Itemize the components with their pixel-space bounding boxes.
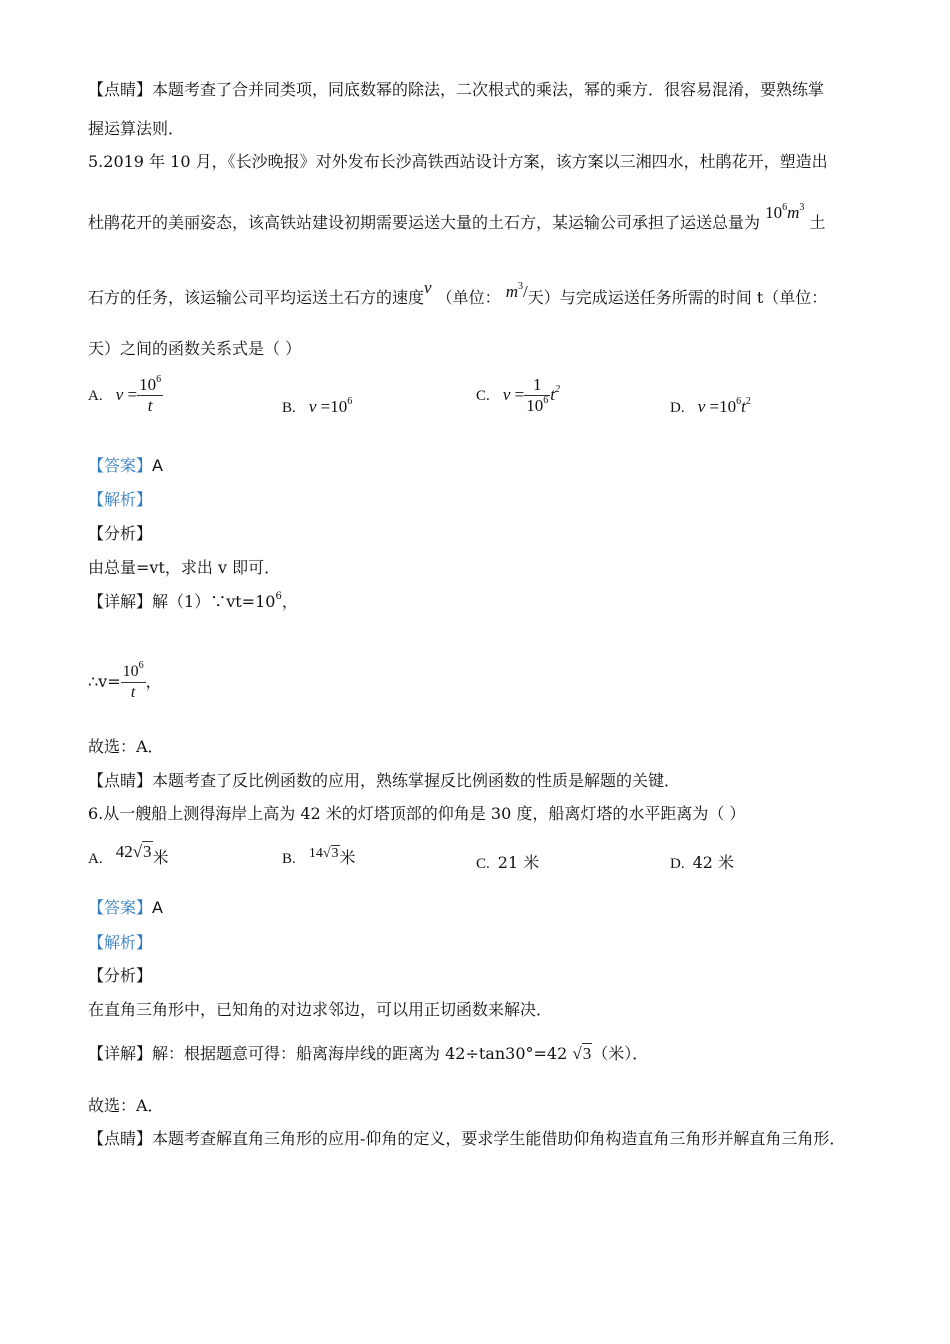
q5-option-a-eq: = [123,385,138,404]
q5-point-text: 本题考查了反比例函数的应用，熟练掌握反比例函数的性质是解题的关键． [152,771,681,790]
q6-option-b-label: B. [282,851,296,867]
q5-line3 [88,278,828,309]
q5-point-tag: 【点睛】 [88,771,153,790]
q5-unit-formula: $m^3/$ [505,281,528,301]
q5-option-a [88,375,163,416]
q6-option-a-unit: 米 [152,848,169,867]
q5-text1: 2019 年 10 月，《长沙晚报》对外发布长沙高铁西站设计方案，该方案以三湘四水，杜鹃花开，塑造出 [103,152,828,171]
q5-option-d-label: D. [670,400,685,416]
q6-option-c-text: 21 米 [497,853,540,872]
q5-detail: 【详解】解$(1)\because vt=10^6$， [88,591,298,611]
q6-answer-tag: 【答案】 [88,898,153,917]
prev-point-tag: 【点睛】 [88,80,153,99]
q5-fenxi-text: 由总量=vt，求出 v 即可． [88,558,281,577]
q6-detail-tag: 【详解】 [88,1044,153,1063]
q6-choose: 故选：A． [88,1096,164,1115]
q6-number: 6. [88,804,104,823]
q6-analysis-tag: 【解析】 [88,933,153,952]
q6-detail-sqrt: √3 [572,1044,592,1063]
q5-analysis-tag: 【解析】 [88,490,153,509]
q5-text3a: 石方的任务，该运输公司平均运送土石方的速度 [88,288,425,307]
q5-option-c [476,375,560,416]
q5-option-d-formula: $v =10^6t^2$ [697,396,751,416]
q5-option-b [282,397,352,417]
q6-fenxi-text: 在直角三角形中，已知角的对边求邻边，可以用正切函数来解决． [88,1000,553,1019]
q5-choose: 故选：A． [88,737,164,756]
q5-fenxi-tag: 【分析】 [88,524,153,543]
prev-point-line1 [88,79,824,101]
q6-option-c [476,850,539,873]
q5-therefore-text: ∴v= [88,672,121,691]
q5-line2 [88,202,826,234]
q6-option-b-unit: 米 [339,848,356,867]
q5-line1 [88,151,828,173]
q5-text2a: 杜鹃花开的美丽姿态，该高铁站建设初期需要运送大量的土石方，某运输公司承担了运送总量为 [88,213,761,232]
q5-therefore-end: ， [145,672,162,691]
q5-option-c-fraction: $\frac{1}{10^6}$ [526,375,549,415]
q6-option-a [88,842,169,868]
q5-option-b-label: B. [282,400,296,416]
q6-option-a-sqrt: √3 [132,842,152,861]
q6-option-d-text: 42 米 [692,853,735,872]
q5-option-a-fraction: $\frac{10^6}{t}$ [139,374,162,415]
q6-answer-value: A [152,898,163,917]
q5-option-a-formula: v [115,385,124,404]
q6-line1 [88,803,745,825]
q6-option-b-coef: 14 [308,846,323,861]
q6-fenxi-tag: 【分析】 [88,966,153,985]
q6-option-d-label: D. [670,856,685,872]
q5-option-a-label: A. [88,388,103,404]
q5-option-c-label: C. [476,388,490,404]
q6-option-b-sqrt: √3 [322,846,339,861]
q5-option-d [670,397,751,417]
q5-therefore-fraction: $\frac{10^6}{t}$ [122,660,144,701]
q6-point-text: 本题考查解直角三角形的应用-仰角的定义，要求学生能借助仰角构造直角三角形并解直角三角形． [152,1129,846,1148]
q5-answer-value: A [152,456,163,475]
q5-text2b: 土 [809,213,826,232]
q6-detail-end: （米）． [592,1044,649,1063]
q5-option-b-formula: $v =10^6$ [308,396,353,416]
q5-option-c-eq: = [510,385,525,404]
q5-point [88,770,680,792]
q5-option-c-formula: v [502,385,511,404]
q5-option-c-t: $t^2$ [550,384,560,404]
prev-point-text1: 本题考查了合并同类项，同底数幂的除法，二次根式的乘法，幂的乘方．很容易混淆，要熟练掌 [152,80,825,99]
q5-therefore [88,662,162,703]
q5-total-formula: $10^6m^3$ [765,202,805,222]
q5-v-symbol: v [424,278,432,297]
prev-point-line2: 握运算法则． [88,119,185,138]
q6-option-a-coef: 42 [115,842,133,861]
q6-point-tag: 【点睛】 [88,1129,153,1148]
q6-option-b [282,845,356,868]
q6-option-d [670,850,734,873]
q5-line4: 天）之间的函数关系式是（ ） [88,339,302,358]
q6-option-c-label: C. [476,856,490,872]
q6-point [88,1128,845,1150]
q5-text3c: 天）与完成运送任务所需的时间 t（单位： [527,288,828,307]
q5-detail-tag: 【详解】 [88,592,153,611]
q5-answer [88,455,163,477]
q6-text1: 从一艘船上测得海岸上高为 42 米的灯塔顶部的仰角是 30 度，船离灯塔的水平距离为（ ） [103,804,746,823]
q6-detail-text: 解：根据题意可得：船离海岸线的距离为 42÷tan30°=42 [152,1044,568,1063]
q5-number: 5. [88,152,104,171]
q5-detail-end: ， [281,592,298,611]
q5-answer-tag: 【答案】 [88,456,153,475]
q6-answer [88,897,163,919]
q6-detail [88,1043,648,1065]
q5-detail-text: 解（1）∵vt=10 [152,592,276,611]
q5-text3b: （单位： [436,288,501,307]
q6-option-a-label: A. [88,851,103,867]
